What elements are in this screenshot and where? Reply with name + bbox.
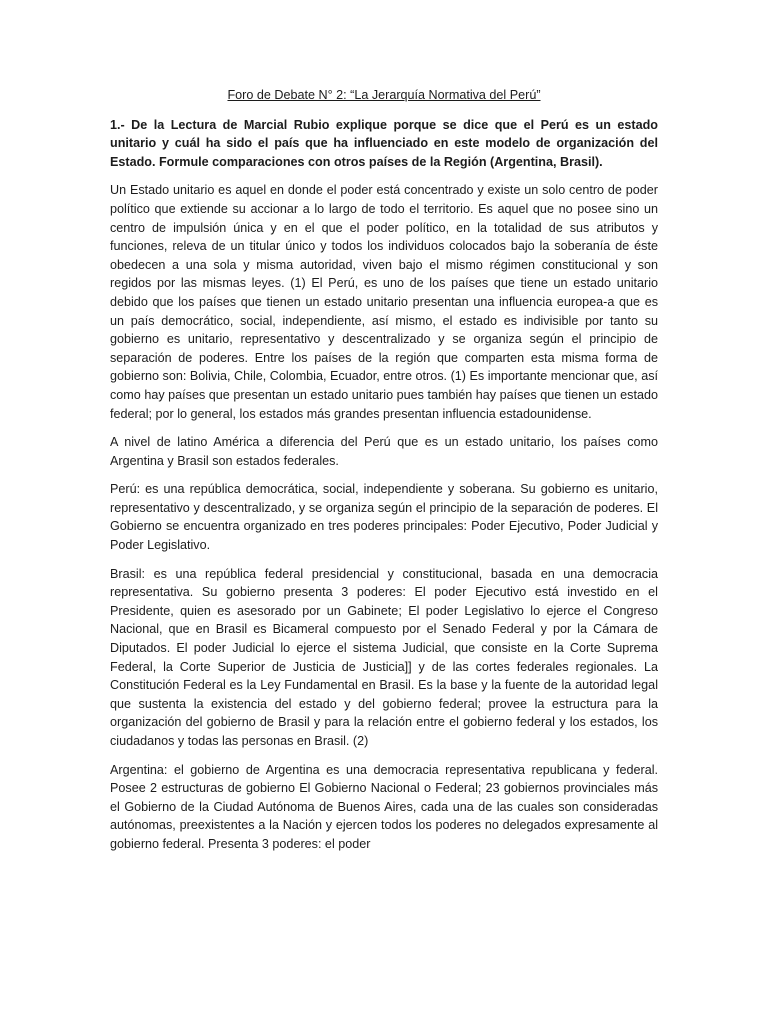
paragraph-peru: Perú: es una república democrática, social, independiente y soberana. Su gobierno es unitario, representativo y descentralizado, y se organiza según el principio de la separación de poderes. El Gobierno se encuentra organizado en tres poderes principales: Poder Ejecutivo, Poder Judicial y Poder Legislativo. [110, 482, 658, 553]
paragraph-argentina: Argentina: el gobierno de Argentina es una democracia representativa republicana y federal. Posee 2 estructuras de gobierno El Gobierno Nacional o Federal; 23 gobiernos provinciales más el Gobierno de la Ciudad Autónoma de Buenos Aires, cada una de las cuales son consideradas autónomas, preexistentes a la Nación y ejercen todos los poderes no delegados expresamente al gobierno federal. Presenta 3 poderes: el poder [110, 762, 658, 851]
document-title: Foro de Debate N° 2: “La Jerarquía Normativa del Perú” [227, 88, 541, 102]
paragraph-brasil: Brasil: es una república federal presidencial y constitucional, basada en una democracia representativa. Su gobierno presenta 3 poderes: El poder Ejecutivo está investido en el Presidente, quien es asesorado por un Gabinete; El poder Legislativo lo ejerce el Congreso Nacional, que en Brasil es Bicameral compuesto por el Senado Federal y por la Cámara de Diputados. El poder Judicial lo ejerce el sistema Judicial, que consiste en la Corte Suprema Federal, la Corte Superior de Justicia de Justicia]] y de las cortes federales regionales. La Constitución Federal es la Ley Fundamental en Brasil. Es la base y la fuente de la autoridad legal que sustenta la existencia del estado y del gobierno federal; provee la estructura para la organización del gobierno de Brasil y para la relación entre el gobierno federal y los estados, los ciudadanos y todas las personas en Brasil. (2) [110, 566, 658, 748]
paragraph-unitary-state: Un Estado unitario es aquel en donde el poder está concentrado y existe un solo centro de poder político que extiende su accionar a lo largo de todo el territorio. Es aquel que no posee sino un centro de impulsión única y en el que el poder político, en la totalidad de sus atributos y funciones, releva de un titular único y todos los individuos colocados bajo la soberanía de éste obedecen a una sola y misma autoridad, viven bajo el mismo régimen constitucional y son regidos por las mismas leyes. (1) El Perú, es uno de los países que tiene un estado unitario debido que los países que tienen un estado unitario presentan una influencia europea-a que es un país democrático, social, independiente, así mismo, el estado es indivisible por tanto su gobierno es unitario, representativo y descentralizado y se organiza según el principio de separación de poderes. Entre los países de la región que comparten esta misma forma de gobierno son: Bolivia, Chile, Colombia, Ecuador, entre otros. (1) Es importante mencionar que, así como hay países que presentan un estado unitario pues también hay países que tienen un estado federal; por lo general, los estados más grandes presentan influencia estadounidense. [110, 183, 658, 421]
paragraph-latin-america: A nivel de latino América a diferencia del Perú que es un estado unitario, los países como Argentina y Brasil son estados federales. [110, 435, 658, 468]
document-page [110, 86, 658, 864]
question-heading: 1.- De la Lectura de Marcial Rubio explique porque se dice que el Perú es un estado unitario y cuál ha sido el país que ha influenciado en este modelo de organización del Estado. Formule comparaciones con otros países de la Región (Argentina, Brasil). [110, 117, 658, 169]
